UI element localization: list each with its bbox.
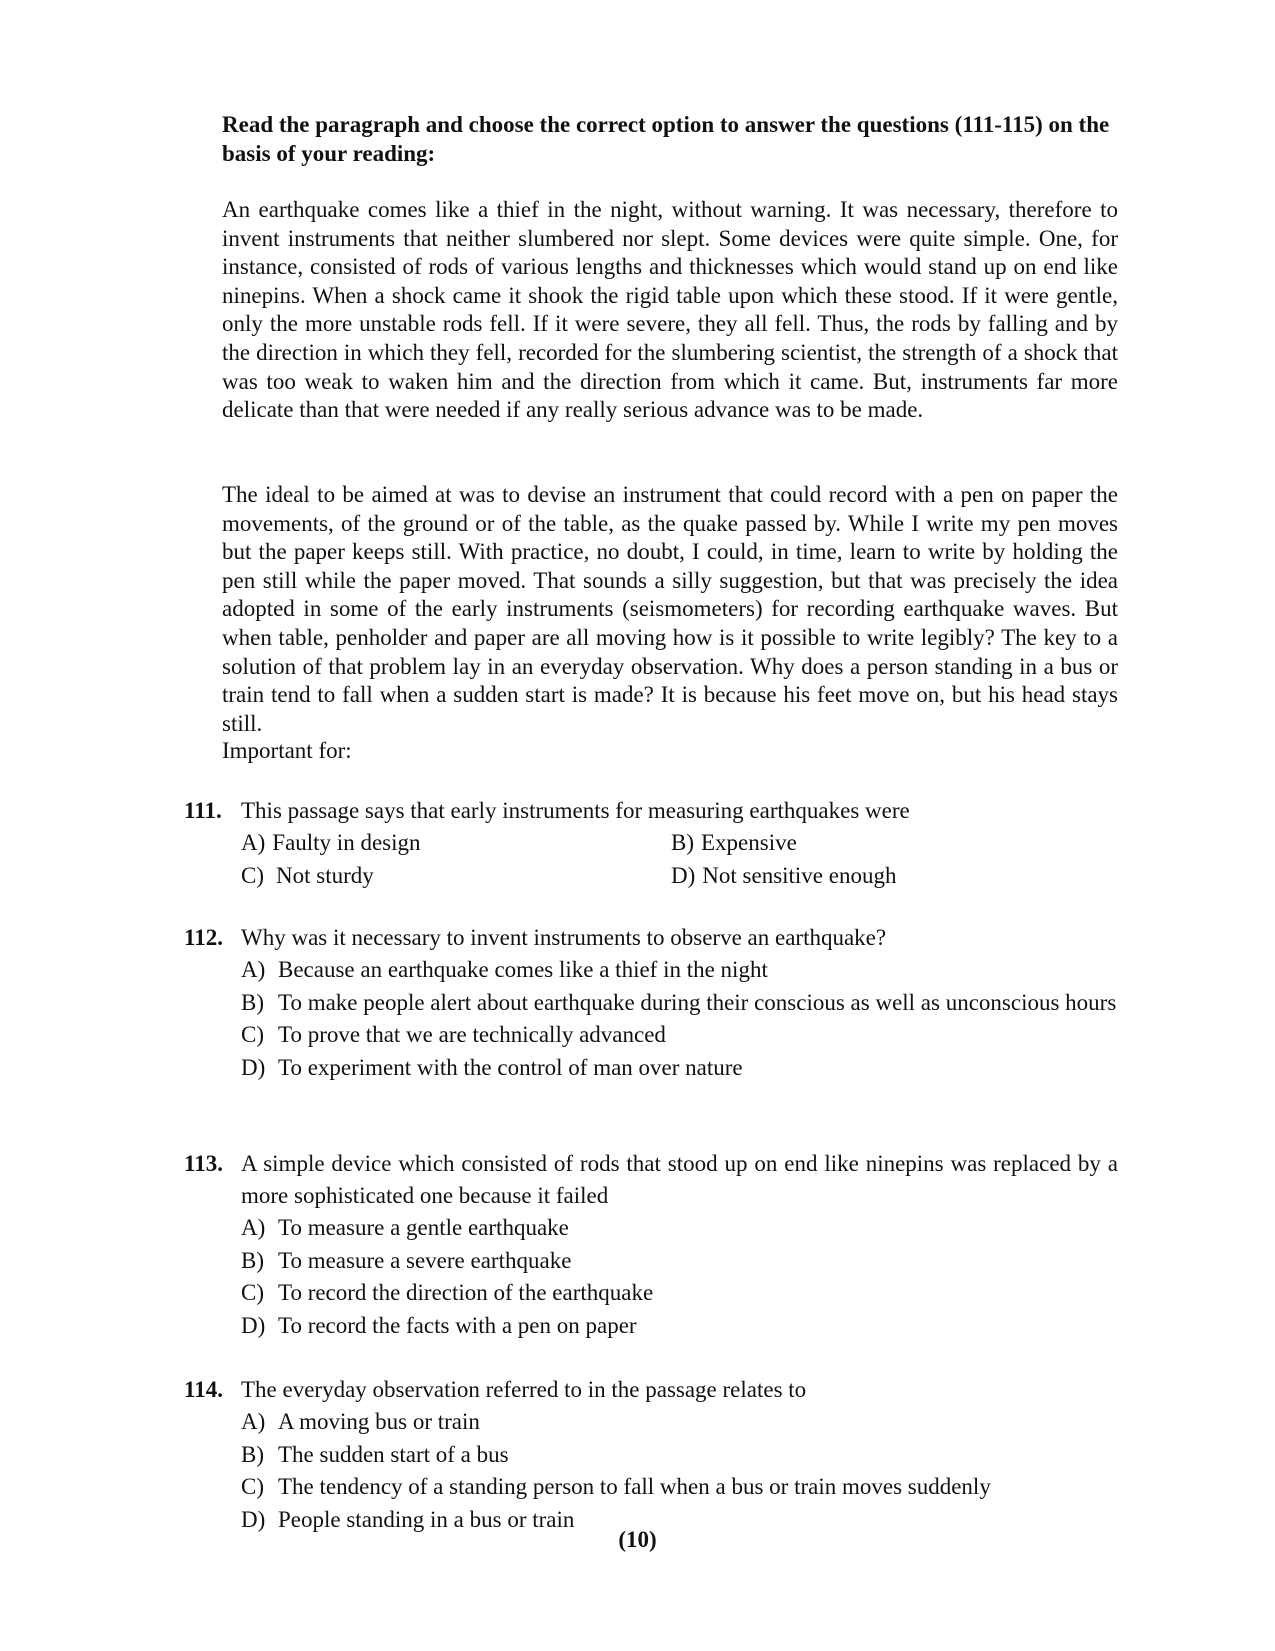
option-letter: A) bbox=[241, 830, 266, 855]
question-number: 114. bbox=[184, 1377, 223, 1402]
section-instruction: Read the paragraph and choose the correct option to answer the questions (111-115) on the basis of your reading: bbox=[222, 112, 1110, 166]
question-111 bbox=[184, 795, 1118, 892]
options-list bbox=[241, 1406, 1118, 1537]
option-letter: B) bbox=[241, 1247, 264, 1273]
option-letter: D) bbox=[241, 1313, 266, 1339]
option-text: A moving bus or train bbox=[278, 1409, 480, 1434]
option-c[interactable] bbox=[241, 1277, 1118, 1310]
question-text: The everyday observation referred to in the passage relates to bbox=[241, 1377, 807, 1402]
option-text: To experiment with the control of man over nature bbox=[278, 1055, 743, 1081]
option-letter: C) bbox=[241, 862, 264, 888]
option-a[interactable] bbox=[241, 1212, 1118, 1245]
option-b[interactable] bbox=[241, 987, 1118, 1020]
option-letter: A) bbox=[241, 957, 266, 982]
option-text: To prove that we are technically advanced bbox=[278, 1022, 666, 1048]
option-letter: B) bbox=[671, 830, 694, 855]
option-letter: A) bbox=[241, 1409, 266, 1434]
option-text: To measure a severe earthquake bbox=[278, 1247, 572, 1273]
option-b[interactable] bbox=[241, 1245, 1118, 1278]
option-letter: C) bbox=[241, 1022, 264, 1048]
option-a[interactable] bbox=[241, 1406, 1118, 1439]
important-for-label: Important for: bbox=[222, 738, 352, 763]
option-text: Not sturdy bbox=[276, 862, 374, 888]
question-text: A simple device which consisted of rods that stood up on end like ninepins was replaced by a more sophisticated one because it failed bbox=[241, 1151, 1118, 1208]
option-letter: D) bbox=[241, 1507, 266, 1533]
option-a[interactable] bbox=[241, 827, 671, 860]
option-b[interactable] bbox=[241, 1439, 1118, 1472]
option-text: People standing in a bus or train bbox=[278, 1507, 575, 1533]
option-text: Because an earthquake comes like a thief in the night bbox=[278, 957, 768, 982]
option-text: To measure a gentle earthquake bbox=[278, 1215, 569, 1240]
option-text: The sudden start of a bus bbox=[278, 1441, 509, 1467]
option-text: Not sensitive enough bbox=[702, 862, 897, 888]
options-list bbox=[241, 1212, 1118, 1343]
option-letter: C) bbox=[241, 1474, 264, 1500]
option-letter: A) bbox=[241, 1215, 266, 1240]
option-text: Expensive bbox=[701, 830, 797, 855]
question-113 bbox=[184, 1148, 1118, 1343]
options-list bbox=[241, 954, 1118, 1085]
option-text: To make people alert about earthquake during their conscious as well as unconscious hours bbox=[278, 989, 1117, 1015]
option-d[interactable] bbox=[241, 1052, 1118, 1085]
passage-paragraph-2: The ideal to be aimed at was to devise an instrument that could record with a pen on paper the movements, of the ground or of the table, as the quake passed by. While I write my pen moves but the paper keeps still. With practice, no doubt, I could, in time, learn to write by holding the pen still while the paper moved. That sounds a silly suggestion, but that was precisely the idea adopted in some of the early instruments (seismometers) for recording earthquake waves. But when table, penholder and paper are all moving how is it possible to write legibly? The key to a solution of that problem lay in an everyday observation. Why does a person standing in a bus or train tend to fall when a sudden start is made? It is because his feet move on, but his head stays still. bbox=[222, 482, 1118, 736]
question-number: 111. bbox=[184, 798, 222, 823]
option-letter: B) bbox=[241, 989, 264, 1015]
question-114 bbox=[184, 1374, 1118, 1537]
option-letter: C) bbox=[241, 1280, 264, 1306]
option-c[interactable] bbox=[241, 1019, 1118, 1052]
option-letter: B) bbox=[241, 1441, 264, 1467]
passage-paragraph-1: An earthquake comes like a thief in the night, without warning. It was necessary, therefore to invent instruments that neither slumbered nor slept. Some devices were quite simple. One, for instance, consisted of rods of various lengths and thicknesses which would stand up on end like ninepins. When a shock came it shook the rigid table upon which these stood. If it were gentle, only the more unstable rods fell. If it were severe, they all fell. Thus, the rods by falling and by the direction in which they fell, recorded for the slumbering scientist, the strength of a shock that was too weak to waken him and the direction from which it came. But, instruments far more delicate than that were needed if any really serious advance was to be made. bbox=[222, 197, 1118, 423]
option-text: The tendency of a standing person to fall when a bus or train moves suddenly bbox=[278, 1474, 991, 1500]
question-number: 112. bbox=[184, 925, 223, 950]
option-a[interactable] bbox=[241, 954, 1118, 987]
option-c[interactable] bbox=[241, 1471, 1118, 1504]
option-d[interactable] bbox=[671, 860, 1118, 893]
page-number: (10) bbox=[618, 1527, 657, 1552]
option-d[interactable] bbox=[241, 1310, 1118, 1343]
option-letter: D) bbox=[671, 862, 696, 888]
question-number: 113. bbox=[184, 1151, 223, 1176]
question-112 bbox=[184, 922, 1118, 1085]
option-c[interactable] bbox=[241, 860, 671, 893]
option-letter: D) bbox=[241, 1055, 266, 1081]
question-text: Why was it necessary to invent instruments to observe an earthquake? bbox=[241, 925, 887, 950]
option-text: To record the facts with a pen on paper bbox=[278, 1313, 637, 1339]
options-list bbox=[241, 827, 1118, 892]
option-b[interactable] bbox=[671, 827, 1118, 860]
option-text: Faulty in design bbox=[272, 830, 421, 855]
question-text: This passage says that early instruments for measuring earthquakes were bbox=[241, 798, 910, 823]
option-text: To record the direction of the earthquake bbox=[278, 1280, 654, 1306]
